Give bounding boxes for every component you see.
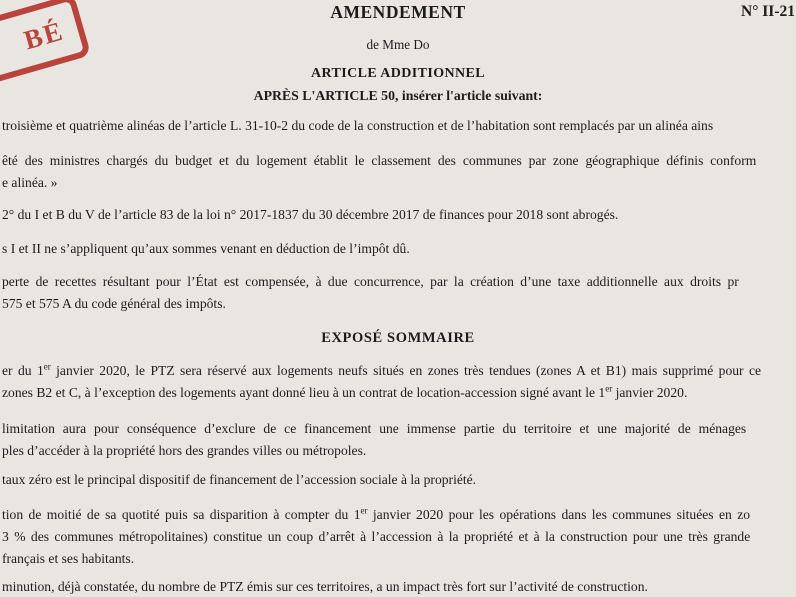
document-title: AMENDEMENT	[330, 2, 466, 22]
expose-text-line: ples d’accéder à la propriété hors des grandes villes ou métropoles.	[2, 443, 367, 458]
article-additionnel-heading: ARTICLE ADDITIONNEL	[311, 66, 485, 81]
expose-text-line: 3 % des communes métropolitaines) constitue un coup d’arrêt à l’accession à la propriété et à la construction pour une très grande	[2, 529, 751, 544]
author-line: de Mme Do	[366, 37, 430, 52]
expose-text-line	[2, 361, 761, 380]
line-text: janvier 2020, le PTZ sera réservé aux logements neufs situés en zones très tendues (zones A et B1) mais supprimé pour ce	[50, 363, 762, 378]
article-text-line: perte de recettes résultant pour l’État est compensée, à due concurrence, par la création d’une taxe additionnelle aux droits pr	[2, 274, 739, 289]
line-text: janvier 2020 pour les opérations dans les communes situées en zo	[367, 507, 751, 522]
line-text: janvier 2020.	[612, 385, 688, 400]
superscript-er: er	[605, 383, 613, 394]
expose-text-line: limitation aura pour conséquence d’exclure de ce financement une immense partie du territoire et une majorité de ménages	[2, 421, 747, 436]
line-text: er du 1	[2, 363, 44, 378]
expose-text-line: minution, déjà constatée, du nombre de PTZ émis sur ces territoires, a un impact très fort sur l’activité de construction.	[2, 579, 648, 594]
article-text-line: troisième et quatrième alinéas de l’article L. 31-10-2 du code de la construction et de l’habitation sont remplacés par un alinéa ains	[2, 118, 714, 133]
amendment-number: N° II-21	[741, 3, 795, 20]
expose-sommaire-heading: EXPOSÉ SOMMAIRE	[321, 330, 475, 346]
line-text: zones B2 et C, à l’exception des logements ayant donné lieu à un contrat de location-accession signé avant le 1	[2, 385, 606, 400]
superscript-er: er	[360, 505, 368, 516]
superscript-er: er	[43, 361, 51, 372]
expose-text-line	[2, 383, 687, 402]
article-text-line: 2° du I et B du V de l’article 83 de la loi n° 2017-1837 du 30 décembre 2017 de finances pour 2018 sont abrogés.	[2, 207, 619, 222]
expose-text-line: taux zéro est le principal dispositif de financement de l’accession sociale à la propriété.	[2, 472, 477, 487]
stamp-text: BÉ	[20, 14, 68, 55]
article-text-line: e alinéa. »	[2, 175, 58, 190]
article-text-line: êté des ministres chargés du budget et du logement établit le classement des communes par zone géographique définis conform	[2, 153, 757, 168]
expose-text-line	[2, 505, 750, 524]
article-text-line: 575 et 575 A du code général des impôts.	[2, 296, 226, 311]
article-text-line: s I et II ne s’appliquent qu’aux sommes venant en déduction de l’impôt dû.	[2, 241, 410, 256]
apres-article-heading: APRÈS L'ARTICLE 50, insérer l'article suivant:	[253, 88, 543, 103]
line-text: tion de moitié de sa quotité puis sa disparition à compter du 1	[2, 507, 361, 522]
expose-text-line: français et ses habitants.	[2, 551, 135, 566]
